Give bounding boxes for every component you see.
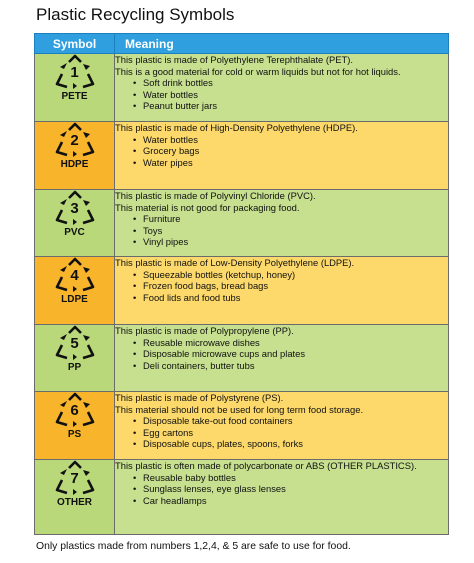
recycling-symbol (55, 460, 95, 496)
symbol-cell (35, 122, 115, 190)
description-line: This material is not good for packaging food. (115, 201, 300, 213)
resin-code-label: LDPE (61, 294, 88, 305)
uses-list (115, 472, 448, 507)
symbol-cell (35, 257, 115, 325)
footnote: Only plastics made from numbers 1,2,4, & 5 are safe to use for food. (36, 541, 351, 552)
meaning-column-header: Meaning (115, 34, 449, 54)
table-row (35, 325, 449, 392)
list-item: • Water bottles (133, 134, 448, 146)
uses-list (115, 337, 448, 372)
list-item: • Deli containers, butter tubs (133, 360, 448, 372)
resin-code-number: 4 (70, 267, 79, 284)
list-item: • Water bottles (133, 89, 448, 101)
resin-code-label: PVC (64, 227, 85, 238)
table-header-row (35, 34, 449, 54)
uses-list (115, 269, 448, 304)
list-item: • Egg cartons (133, 427, 448, 439)
description-line: This material should not be used for long term food storage. (115, 403, 364, 415)
description-line: This is a good material for cold or warm liquids but not for hot liquids. (115, 65, 401, 77)
meaning-cell (115, 325, 449, 392)
recycling-symbols-table (34, 33, 449, 535)
list-item: • Peanut butter jars (133, 100, 448, 112)
description-line: This plastic is made of Polyvinyl Chloride (PVC). (115, 190, 316, 201)
table-row (35, 54, 449, 122)
list-item: • Car headlamps (133, 495, 448, 507)
uses-list (115, 77, 448, 112)
table-row (35, 122, 449, 190)
description-line: This plastic is made of Polyethylene Terephthalate (PET). (115, 54, 353, 65)
resin-code-label: HDPE (60, 159, 89, 170)
list-item: • Toys (133, 225, 448, 237)
list-item: • Vinyl pipes (133, 236, 448, 248)
meaning-cell (115, 392, 449, 460)
meaning-cell (115, 54, 449, 122)
description-line: This plastic is made of Polypropylene (PP). (115, 325, 294, 336)
description-line: This plastic is often made of polycarbonate or ABS (OTHER PLASTICS). (115, 460, 417, 471)
table-row (35, 392, 449, 460)
symbol-cell (35, 54, 115, 122)
symbol-column-header: Symbol (35, 34, 115, 54)
list-item: • Frozen food bags, bread bags (133, 280, 448, 292)
list-item: • Disposable microwave cups and plates (133, 348, 448, 360)
uses-list (115, 415, 448, 450)
resin-code-number: 7 (70, 470, 79, 487)
symbol-cell (35, 392, 115, 460)
meaning-cell (115, 122, 449, 190)
recycling-symbol (55, 190, 95, 226)
symbol-cell (35, 325, 115, 392)
symbol-cell (35, 460, 115, 535)
meaning-cell (115, 460, 449, 535)
uses-list (115, 134, 448, 169)
recycling-symbol (55, 122, 95, 158)
symbol-cell (35, 190, 115, 257)
recycling-symbol (55, 392, 95, 428)
resin-code-number: 1 (70, 64, 79, 81)
list-item: • Furniture (133, 213, 448, 225)
resin-code-number: 2 (70, 132, 79, 149)
list-item: • Soft drink bottles (133, 77, 448, 89)
list-item: • Reusable baby bottles (133, 472, 448, 484)
resin-code-number: 5 (70, 335, 79, 352)
list-item: • Disposable take-out food containers (133, 415, 448, 427)
list-item: • Disposable cups, plates, spoons, forks (133, 438, 448, 450)
recycling-symbol (55, 325, 95, 361)
resin-code-label: PETE (61, 91, 88, 102)
list-item: • Sunglass lenses, eye glass lenses (133, 483, 448, 495)
page-title: Plastic Recycling Symbols (36, 5, 235, 24)
table-row (35, 257, 449, 325)
list-item: • Grocery bags (133, 145, 448, 157)
list-item: • Reusable microwave dishes (133, 337, 448, 349)
resin-code-number: 6 (70, 402, 79, 419)
resin-code-label: PS (67, 429, 82, 440)
list-item: • Water pipes (133, 157, 448, 169)
table-row (35, 190, 449, 257)
table-row (35, 460, 449, 535)
description-line: This plastic is made of Polystyrene (PS). (115, 392, 284, 403)
recycling-symbol (55, 54, 95, 90)
description-line: This plastic is made of High-Density Polyethylene (HDPE). (115, 122, 358, 133)
uses-list (115, 213, 448, 248)
recycling-symbol (55, 257, 95, 293)
resin-code-label: PP (67, 362, 82, 373)
resin-code-label: OTHER (57, 497, 92, 508)
list-item: • Squeezable bottles (ketchup, honey) (133, 269, 448, 281)
list-item: • Food lids and food tubs (133, 292, 448, 304)
description-line: This plastic is made of Low-Density Polyethylene (LDPE). (115, 257, 355, 268)
resin-code-number: 3 (70, 200, 79, 217)
meaning-cell (115, 257, 449, 325)
meaning-cell (115, 190, 449, 257)
